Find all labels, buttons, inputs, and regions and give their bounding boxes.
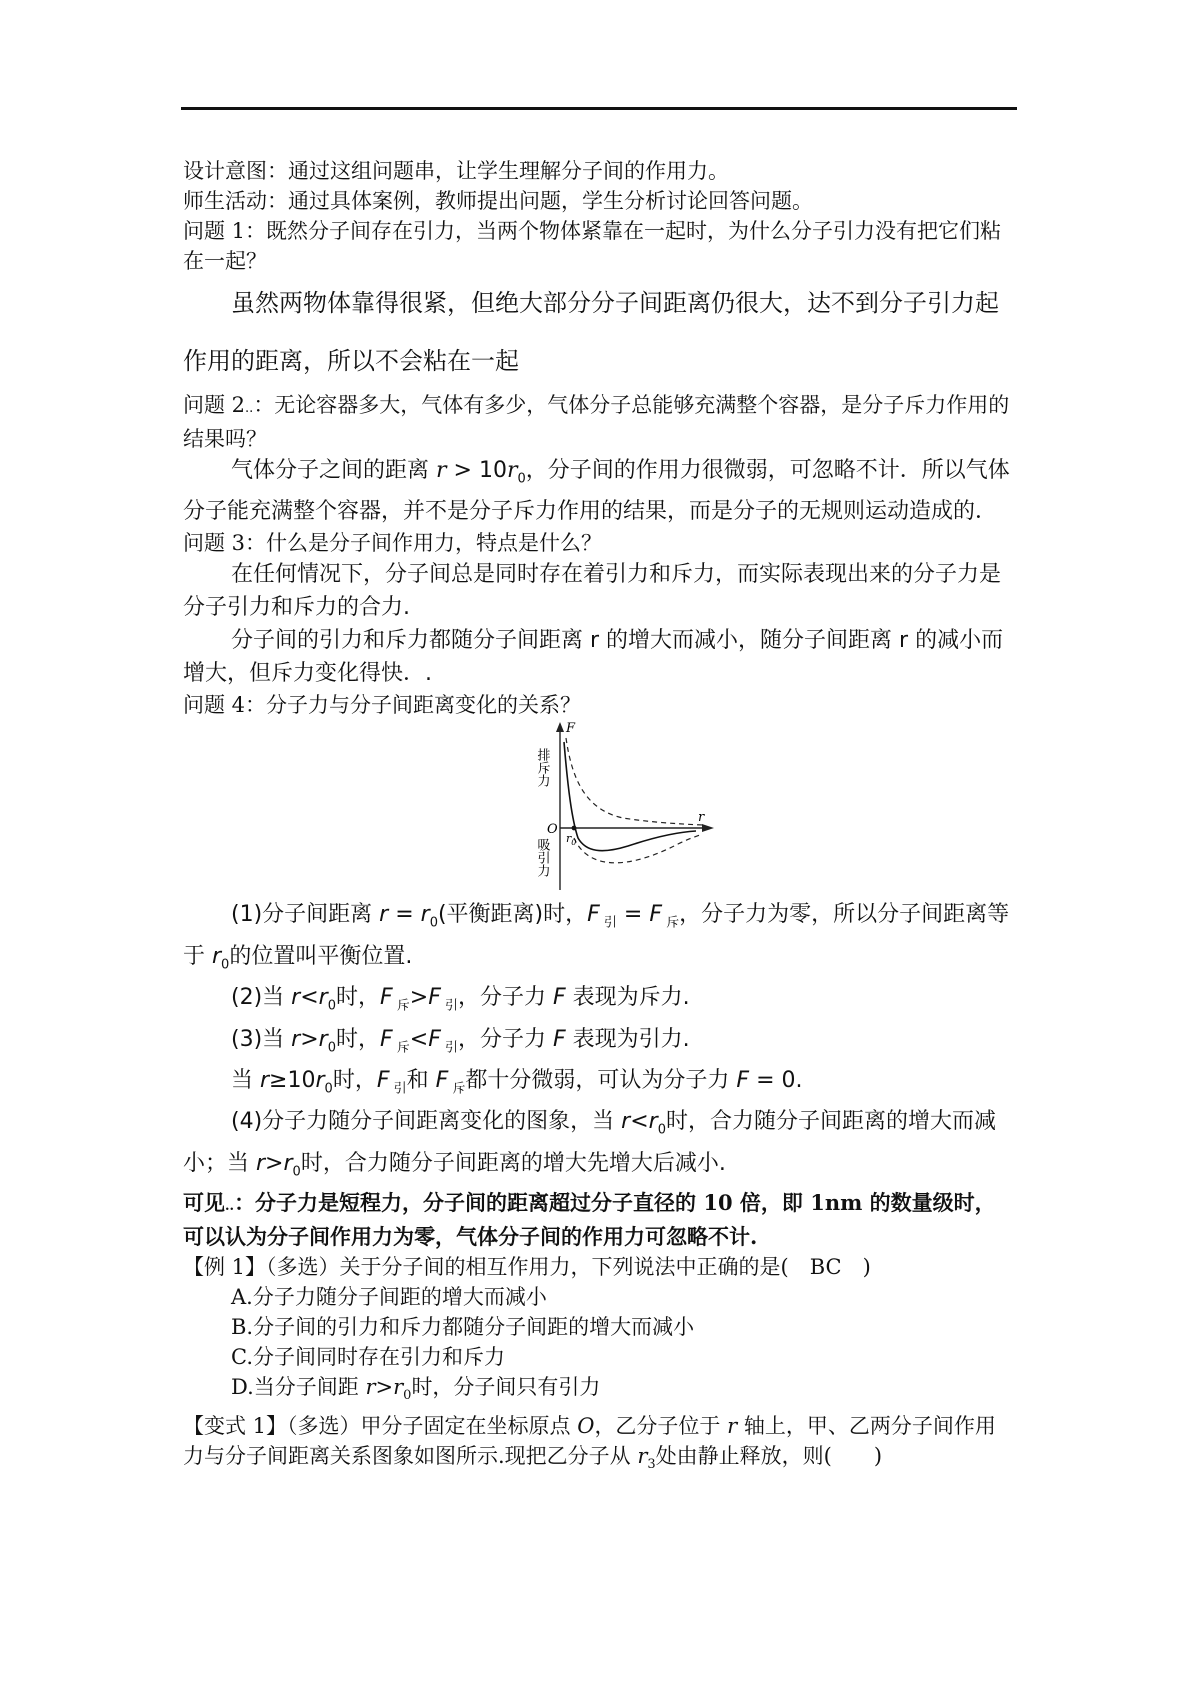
example-1-option-a: A.分子力随分子间距的增大而减小: [231, 1285, 547, 1310]
r0-label: $r_0$: [566, 832, 577, 848]
point-4: (4)分子力随分子间距离变化的图象，当 $r<r_0$时，合力随分子间距离的增大而减小；当 $r>r_0$时，合力随分子间距离的增大先增大后减小.: [183, 1109, 996, 1180]
variant-1-question: 【变式 1】（多选）甲分子固定在坐标原点 O，乙分子位于 r 轴上，甲、乙两分子间作用力与分子间距离关系图象如图所示.现把乙分子从 $r_3$处由静止释放，则( ): [183, 1414, 996, 1473]
r-axis-label: r: [698, 810, 705, 826]
example-1-option-d: D.当分子间距 $r>r_0$时，分子间只有引力: [231, 1375, 601, 1404]
answer-3-para-2: 分子间的引力和斥力都随分子间距离 r 的增大而减小，随分子间距离 r 的减小而增大，但斥力变化得快．.: [183, 628, 1004, 687]
repulsive-label: 排斥力: [534, 748, 550, 788]
equilibrium-point: [572, 826, 577, 831]
answer-2: 气体分子之间的距离 $r > 10r_0$，分子间的作用力很微弱，可忽略不计．所以气体分子能充满整个容器，并不是分子斥力作用的结果，而是分子的无规则运动造成的．: [183, 458, 1010, 525]
net-force-curve: [564, 742, 696, 851]
attractive-label: 吸引力: [534, 838, 550, 878]
document-body: [183, 156, 1015, 1481]
point-3: (3)当 $r>r_0$时，F $_斥$<F $_引$，分子力 F 表现为引力.: [231, 1026, 690, 1055]
question-1: 问题 1：既然分子间存在引力，当两个物体紧靠在一起时，为什么分子引力没有把它们粘在一起？: [183, 219, 1002, 273]
question-4: 问题 4：分子力与分子间距离变化的关系？: [183, 693, 582, 718]
example-1-option-c: C.分子间同时存在引力和斥力: [231, 1345, 505, 1370]
question-2: 问题 2..：无论容器多大，气体有多少，气体分子总能够充满整个容器，是分子斥力作用的结果吗？: [183, 393, 1010, 451]
example-1-option-b: B.分子间的引力和斥力都随分子间距的增大而减小: [231, 1315, 695, 1340]
r-axis-arrow: [702, 824, 714, 832]
molecular-force-figure: [534, 720, 718, 892]
header-rule: [181, 107, 1017, 110]
answer-1-line-1: 虽然两物体靠得很紧，但绝大部分分子间距离仍很大，达不到分子引力起: [231, 289, 999, 317]
point-3b: 当 $r\ge 10r_0$时，F $_引$和 F $_斥$都十分微弱，可认为分子力 F = 0.: [231, 1067, 803, 1097]
example-1-question: 【例 1】（多选）关于分子间的相互作用力，下列说法中正确的是( BC ): [183, 1255, 871, 1280]
conclusion: 可见..：分子力是短程力，分子间的距离超过分子直径的 10 倍，即 1nm 的数量级时，可以认为分子间作用力为零，气体分子间的作用力可忽略不计.: [183, 1190, 996, 1250]
origin-label: O: [547, 822, 558, 838]
answer-3-para-1: 在任何情况下，分子间总是同时存在着引力和斥力，而实际表现出来的分子力是分子引力和斥力的合力.: [183, 562, 1002, 621]
question-3: 问题 3：什么是分子间作用力，特点是什么？: [183, 531, 603, 556]
answer-1-line-2: 作用的距离，所以不会粘在一起: [183, 347, 519, 375]
point-1: (1)分子间距离 $r = r_0$(平衡距离)时，F $_引$ = F $_斥$，分子力为零，所以分子间距离等于 $r_0$的位置叫平衡位置.: [183, 902, 1010, 973]
f-axis-arrow: [556, 722, 564, 732]
repulsive-curve: [566, 738, 703, 825]
teacher-student-activity: 师生活动：通过具体案例，教师提出问题，学生分析讨论回答问题。: [183, 189, 813, 213]
point-2: (2)当 $r<r_0$时，F $_斥$>F $_引$，分子力 F 表现为斥力.: [231, 985, 690, 1014]
design-intent: 设计意图：通过这组问题串，让学生理解分子间的作用力。: [183, 159, 729, 183]
f-axis-label: F: [566, 721, 576, 737]
